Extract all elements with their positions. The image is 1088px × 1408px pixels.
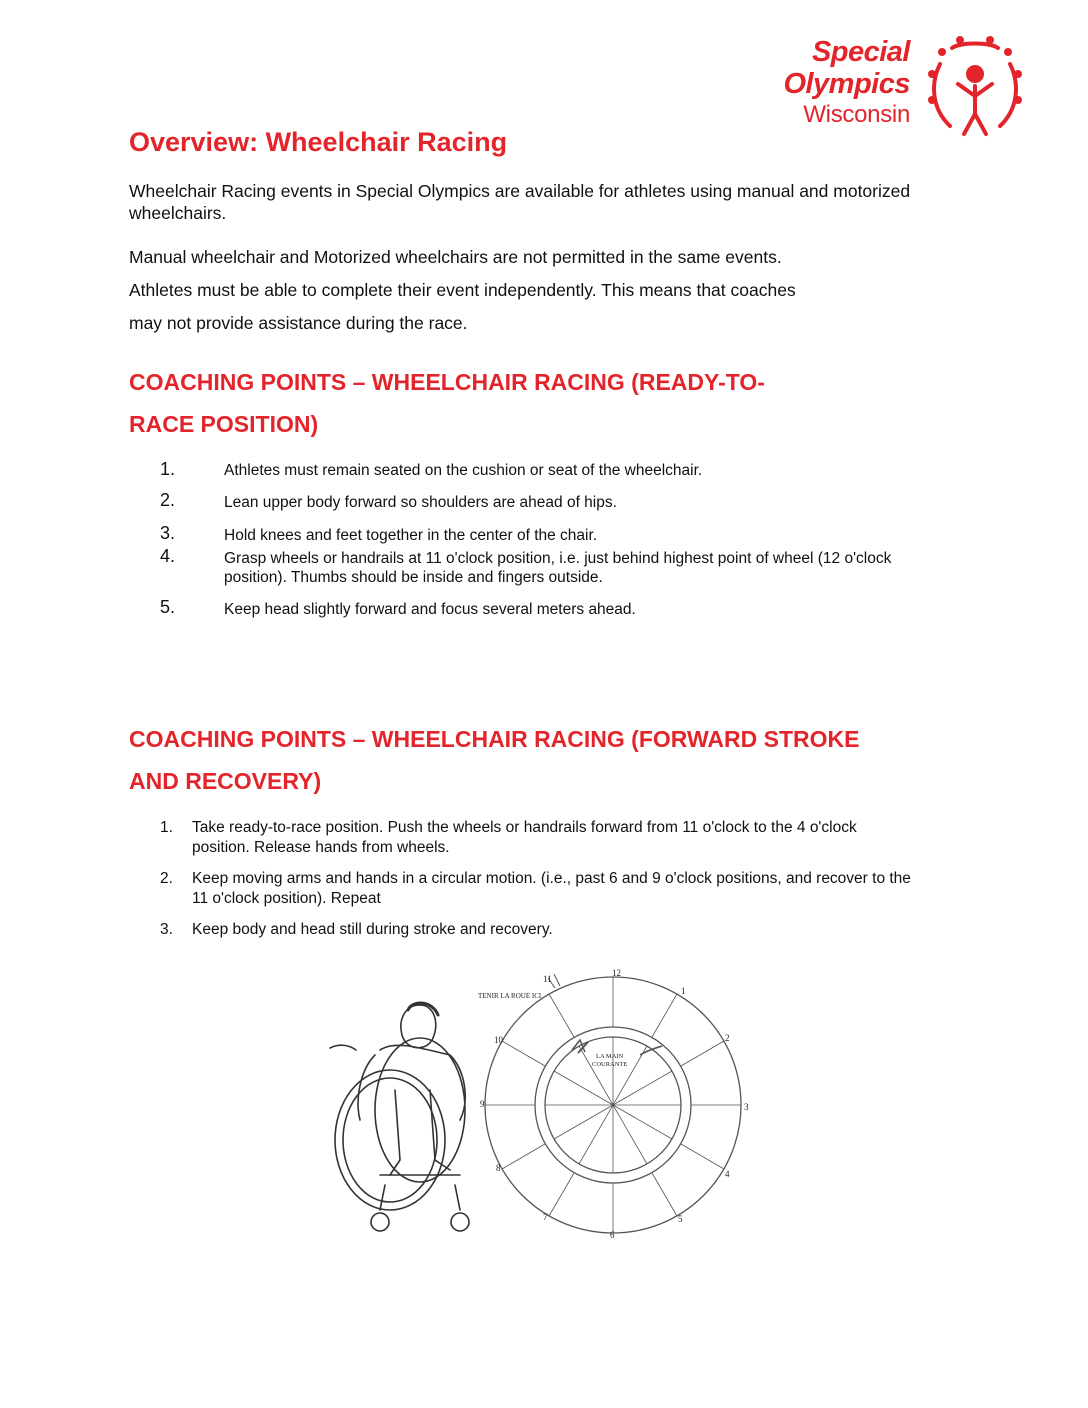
rules-line: Athletes must be able to complete their event independently. This means that coaches	[129, 280, 796, 300]
list-item: Keep moving arms and hands in a circular motion. (i.e., past 6 and 9 o'clock positions, and recover to the 11 o'clock position). Repeat	[192, 870, 911, 907]
list-number: 2.	[160, 870, 173, 887]
section-heading-line: AND RECOVERY)	[129, 768, 322, 794]
list-item: Take ready-to-race position. Push the wheels or handrails forward from 11 o'clock to the 4 o'clock position. Release hands from wheels.	[192, 819, 857, 856]
list-item: Athletes must remain seated on the cushion or seat of the wheelchair.	[224, 462, 703, 479]
clock-label-1: 1	[681, 986, 686, 996]
special-olympics-wisconsin-logo	[738, 34, 1038, 144]
clock-label-9: 9	[480, 1099, 485, 1109]
wheelchair-illustration	[300, 960, 770, 1260]
clock-label-12: 12	[612, 968, 621, 978]
list-number: 3.	[160, 523, 176, 543]
list-number: 1.	[160, 819, 173, 836]
wheel-clock-diagram	[485, 974, 741, 1233]
clock-label-7: 7	[543, 1212, 548, 1222]
list-item: Lean upper body forward so shoulders are ahead of hips.	[224, 494, 617, 511]
list-number: 4.	[160, 546, 176, 566]
handrail-label: COURANTE	[592, 1061, 628, 1068]
clock-label-6: 6	[610, 1230, 615, 1240]
logo-wordmark	[738, 38, 910, 127]
list-number: 1.	[160, 459, 176, 479]
clock-label-4: 4	[725, 1169, 730, 1179]
rules-line: Manual wheelchair and Motorized wheelchairs are not permitted in the same events.	[129, 247, 782, 267]
special-olympics-emblem-icon	[920, 34, 1030, 144]
handrail-label: LA MAIN	[596, 1053, 624, 1060]
list-number: 3.	[160, 921, 173, 938]
clock-label-11: 11	[543, 974, 552, 984]
wheelchair-figure	[300, 960, 770, 1260]
logo-line-olympics: Olympics	[783, 68, 910, 100]
section-heading-line: RACE POSITION)	[129, 411, 319, 437]
clock-label-10: 10	[494, 1035, 503, 1045]
section-heading-ready-to-race	[129, 361, 949, 445]
logo-line-special: Special	[811, 36, 910, 68]
list-item: Hold knees and feet together in the center of the chair.	[224, 527, 598, 544]
clock-label-5: 5	[678, 1214, 683, 1224]
page-title: Overview: Wheelchair Racing	[129, 127, 508, 157]
section-heading-line: COACHING POINTS – WHEELCHAIR RACING (READY-TO-	[129, 369, 765, 395]
intro-paragraph: Wheelchair Racing events in Special Olympics are available for athletes using manual and motorized wheelchairs.	[129, 181, 911, 223]
list-number: 2.	[160, 490, 176, 510]
athlete-in-wheelchair-icon	[330, 1003, 469, 1231]
list-item: Keep body and head still during stroke and recovery.	[192, 921, 553, 938]
clock-label-8: 8	[496, 1163, 501, 1173]
rules-line: may not provide assistance during the race.	[129, 313, 468, 333]
section-heading-forward-stroke	[129, 718, 949, 802]
clock-label-2: 2	[725, 1033, 730, 1043]
list-item: Keep head slightly forward and focus several meters ahead.	[224, 601, 636, 618]
clock-label-3: 3	[744, 1102, 749, 1112]
list-number: 5.	[160, 597, 176, 617]
hold-wheel-label: TENIR LA ROUE ICI	[478, 992, 542, 1000]
section-heading-line: COACHING POINTS – WHEELCHAIR RACING (FORWARD STROKE	[129, 726, 860, 752]
list-item: Grasp wheels or handrails at 11 o'clock position, i.e. just behind highest point of wheel (12 o'clock position). Thumbs should be inside and fingers outside.	[224, 550, 892, 586]
rules-paragraph	[129, 241, 929, 340]
logo-line-wisconsin: Wisconsin	[803, 101, 910, 128]
